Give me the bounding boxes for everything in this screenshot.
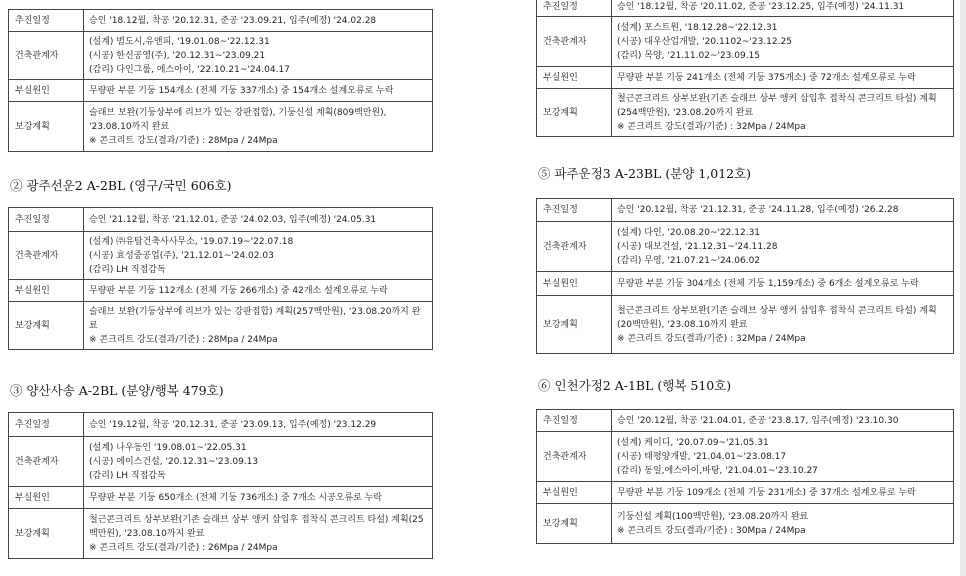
table-row [9, 509, 433, 559]
row-label: 건축관계자 [9, 32, 84, 80]
project-1-block [8, 9, 433, 152]
section-heading-2: ② 광주선운2 A-2BL (영구/국민 606호) [10, 178, 232, 193]
section-heading-6: ⑥ 인천가정2 A-1BL (행복 510호) [538, 378, 732, 393]
concrete-strength-text: ※ 콘크리트 강도(결과/기준) : 28Mpa / 24Mpa [89, 334, 278, 345]
contractor-text: (시공) 대우산업개발, '20.1102~'23.12.25 [617, 36, 792, 47]
project-1-table [8, 9, 433, 152]
table-row [9, 208, 433, 232]
contractor-text: (시공) 대보건설, '21.12.31~'24.11.28 [617, 241, 778, 252]
table-row [537, 296, 954, 354]
reinforcement-text: 슬래브 보완(기둥상부에 리브가 있는 강판접합) 계획(257백만원), '23.08.20까지 완료 [89, 306, 421, 331]
designer-text: (설계) 범도시,유앤피, '19.01.08~'22.12.31 [89, 36, 270, 47]
page-edge [960, 0, 966, 576]
row-label: 부실원인 [9, 280, 84, 302]
cause-text: 무량판 부분 기둥 304개소 (전체 기둥 1,159개소) 중 6개소 설계오류로 누락 [617, 278, 919, 289]
schedule-text: 승인 '20.12월, 착공 '21.04.01, 준공 '23.8.17, 입주(예정) '23.10.30 [617, 415, 899, 426]
row-label: 추진일정 [9, 208, 84, 232]
table-row [537, 504, 954, 544]
row-label: 보강계획 [537, 504, 612, 544]
supervisor-text: (감리) LH 직접감독 [89, 470, 166, 481]
table-row [537, 272, 954, 296]
project-3-block [8, 412, 433, 559]
contractor-text: (시공) 에이스건설, '20.12.31~'23.09.13 [89, 456, 259, 467]
row-label: 부실원인 [9, 487, 84, 509]
designer-text: (설계) 포스트원, '18.12.28~'22.12.31 [617, 22, 778, 33]
row-label: 부실원인 [9, 80, 84, 102]
concrete-strength-text: ※ 콘크리트 강도(결과/기준) : 32Mpa / 24Mpa [617, 121, 806, 132]
project-3-table [8, 412, 433, 559]
schedule-text: 승인 '21.12월, 착공 '21.12.01, 준공 '24.02.03, 입주(예정) '24.05.31 [89, 214, 377, 225]
row-label: 건축관계자 [537, 17, 612, 67]
project-6-table [536, 409, 954, 544]
row-label: 건축관계자 [9, 232, 84, 280]
designer-text: (설계) 다인, '20.08.20~'22.12.31 [617, 227, 761, 238]
project-6-block [536, 409, 954, 544]
concrete-strength-text: ※ 콘크리트 강도(결과/기준) : 28Mpa / 24Mpa [89, 135, 278, 146]
supervisor-text: (감리) 무영, '21.07.21~'24.06.02 [617, 255, 761, 266]
reinforcement-text: 슬래브 보완(기둥상부에 리브가 있는 강판접합), 기둥신설 계획(809백만원), '23.08.10까지 완료 [89, 107, 387, 132]
row-label: 건축관계자 [9, 437, 84, 487]
section-heading-5: ⑤ 파주운정3 A-23BL (분양 1,012호) [538, 166, 752, 181]
cause-text: 무량판 부분 기둥 650개소 (전체 기둥 736개소) 중 7개소 시공오류로 누락 [89, 492, 383, 503]
row-label: 부실원인 [537, 272, 612, 296]
table-row [537, 17, 954, 67]
table-row [9, 10, 433, 32]
concrete-strength-text: ※ 콘크리트 강도(결과/기준) : 26Mpa / 24Mpa [89, 542, 278, 553]
reinforcement-text: 철근콘크리트 상부보완(기존 슬래브 상부 앵커 삽입후 접착식 콘크리트 타설) 계획(20백만원), '23.08.10까지 완료 [617, 305, 937, 330]
row-label: 추진일정 [9, 10, 84, 32]
table-row [9, 232, 433, 280]
designer-text: (설계) ㈜유탑건축사사무소, '19.07.19~'22.07.18 [89, 236, 294, 247]
section-heading-3: ③ 양산사송 A-2BL (분양/행복 479호) [10, 383, 224, 398]
schedule-text: 승인 '19.12월, 착공 '20.12.31, 준공 '23.09.13, 입주(예정) '23.12.29 [89, 419, 377, 430]
schedule-text: 승인 '18.12월, 착공 '20.12.31, 준공 '23.09.21, 입주(예정) '24.02.28 [89, 15, 377, 26]
cause-text: 무량판 부분 기둥 109개소 (전체 기둥 231개소) 중 37개소 설계오류로 누락 [617, 487, 916, 498]
supervisor-text: (감리) 동일,에스아이,바탕, '21.04.01~'23.10.27 [617, 465, 818, 476]
table-row [9, 280, 433, 302]
table-row [537, 67, 954, 89]
table-row [9, 302, 433, 350]
contractor-text: (시공) 한신공영(주), '20.12.31~'23.09.21 [89, 50, 266, 61]
table-row [537, 89, 954, 137]
row-label: 건축관계자 [537, 222, 612, 272]
supervisor-text: (감리) 다인그룹, 에스아이, '22.10.21~'24.04.17 [89, 64, 290, 75]
table-row [9, 487, 433, 509]
row-label: 부실원인 [537, 482, 612, 504]
contractor-text: (시공) 효성중공업(주), '21.12.01~'24.02.03 [89, 250, 274, 261]
table-row [537, 482, 954, 504]
project-2-block [8, 207, 433, 350]
row-label: 부실원인 [537, 67, 612, 89]
row-label: 건축관계자 [537, 432, 612, 482]
project-4-block [536, 0, 954, 137]
row-label: 보강계획 [9, 102, 84, 152]
row-label: 보강계획 [537, 89, 612, 137]
project-5-block [536, 198, 954, 354]
cause-text: 무량판 부분 기둥 154개소 (전체 기둥 337개소) 중 154개소 설계오류로 누락 [89, 85, 394, 96]
table-row [537, 199, 954, 222]
contractor-text: (시공) 태평양개발, '21.04.01~'23.08.17 [617, 451, 787, 462]
schedule-text: 승인 '20.12월, 착공 '21.12.31, 준공 '24.11.28, 입주(예정) '26.2.28 [617, 205, 899, 215]
row-label: 보강계획 [537, 296, 612, 354]
table-row [9, 437, 433, 487]
reinforcement-text: 철근콘크리트 상부보완(기존 슬래브 상부 앵커 삽입후 접착식 콘크리트 타설) 계획(25백만원), '23.08.10까지 완료 [89, 514, 424, 539]
project-5-table [536, 198, 954, 354]
table-row [537, 222, 954, 272]
cause-text: 무량판 부분 기둥 241개소 (전체 기둥 375개소) 중 72개소 설계오류로 누락 [617, 72, 916, 83]
row-label: 추진일정 [9, 413, 84, 437]
designer-text: (설계) 케이디, '20.07.09~'21.05.31 [617, 437, 769, 448]
reinforcement-text: 기둥신설 계획(100백만원), '23.08.20까지 완료 [617, 511, 809, 522]
table-row [537, 432, 954, 482]
row-label: 추진일정 [537, 410, 612, 432]
supervisor-text: (감리) LH 직접감독 [89, 264, 166, 275]
table-row [9, 32, 433, 80]
project-2-table [8, 207, 433, 350]
concrete-strength-text: ※ 콘크리트 강도(결과/기준) : 30Mpa / 24Mpa [617, 525, 806, 536]
row-label: 추진일정 [537, 199, 612, 222]
concrete-strength-text: ※ 콘크리트 강도(결과/기준) : 32Mpa / 24Mpa [617, 333, 806, 344]
row-label: 보강계획 [9, 509, 84, 559]
table-row [537, 0, 954, 17]
row-label: 보강계획 [9, 302, 84, 350]
cause-text: 무량판 부분 기둥 112개소 (전체 기둥 266개소) 중 42개소 설계오류로 누락 [89, 285, 388, 296]
project-4-table [536, 0, 954, 137]
schedule-text: 승인 '18.12월, 착공 '20.11.02, 준공 '23.12.25, 입주(예정) '24.11.31 [617, 1, 905, 12]
row-label: 추진일정 [537, 0, 612, 17]
table-row [9, 80, 433, 102]
supervisor-text: (감리) 목양, '21.11.02~'23.09.15 [617, 50, 761, 61]
reinforcement-text: 철근콘크리트 상부보완(기존 슬래브 상부 앵커 삽입후 접착식 콘크리트 타설) 계획(254백만원), '23.08.20까지 완료 [617, 93, 937, 118]
designer-text: (설계) 나우동인 '19.08.01~'22.05.31 [89, 442, 247, 453]
table-row [537, 410, 954, 432]
table-row [9, 413, 433, 437]
table-row [9, 102, 433, 152]
